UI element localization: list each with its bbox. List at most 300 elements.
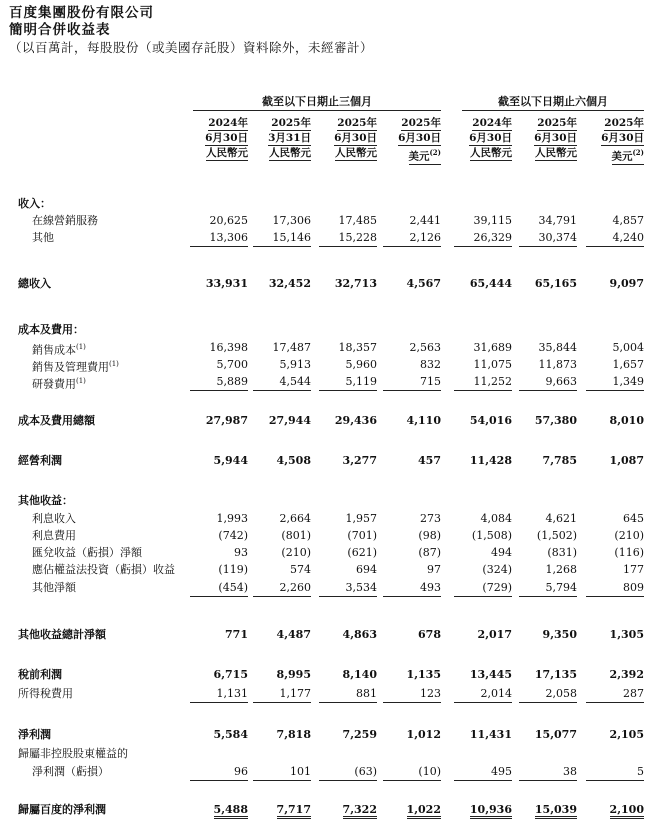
value-text: 5,794 [545, 581, 577, 594]
value-cell [507, 562, 577, 577]
value-text: 97 [427, 563, 441, 576]
subtotal-rule [586, 702, 644, 703]
value-text: 31,689 [473, 341, 512, 354]
value-text: 8,995 [276, 668, 311, 681]
value-cell [442, 802, 512, 819]
value-cell [178, 727, 248, 742]
statement-note: （以百萬計，每股股份（或美國存託股）資料除外，未經審計） [9, 40, 374, 55]
column-year-text: 2025年 [604, 117, 644, 129]
subtotal-rule [319, 780, 377, 781]
value-cell [178, 802, 248, 819]
table-row [0, 686, 665, 701]
value-text: 33,931 [205, 277, 248, 290]
table-row [0, 374, 665, 389]
value-text: 15,039 [535, 803, 577, 819]
row-label: 稅前利潤 [18, 668, 62, 681]
footnote-marker: (1) [76, 377, 86, 385]
value-text: 17,487 [272, 341, 311, 354]
row-label: 利息費用 [32, 529, 76, 542]
subtotal-rule [253, 702, 311, 703]
table-row [0, 213, 665, 228]
value-cell [307, 562, 377, 577]
value-cell [574, 213, 644, 228]
column-unit-text: 人民幣元 [335, 147, 377, 159]
value-cell [178, 528, 248, 543]
row-label: 在線營銷服務 [32, 214, 98, 227]
row-label: 成本及費用： [18, 323, 84, 336]
value-cell [371, 627, 441, 642]
row-label: 其他收益總計淨額 [18, 628, 106, 641]
column-date-text: 6月30日 [534, 132, 577, 144]
value-text: 2,126 [409, 231, 441, 244]
value-cell [178, 276, 248, 291]
value-text: 65,444 [469, 277, 512, 290]
value-cell [507, 764, 577, 779]
value-text: 1,305 [609, 628, 644, 641]
value-text: (742) [218, 529, 248, 542]
table-row [0, 727, 665, 742]
value-cell [371, 511, 441, 526]
column-unit [574, 146, 644, 165]
value-text: 809 [623, 581, 644, 594]
value-text: 17,485 [338, 214, 377, 227]
value-cell [371, 667, 441, 682]
value-cell [307, 453, 377, 468]
value-text: 495 [491, 765, 512, 778]
row-label: 匯兌收益（虧損）淨額 [32, 546, 142, 559]
value-cell [241, 511, 311, 526]
row-label: 成本及費用總額 [18, 414, 95, 427]
value-cell [574, 802, 644, 819]
value-text: (1,508) [471, 529, 512, 542]
column-header [442, 116, 512, 161]
value-text: (324) [482, 563, 512, 576]
row-label: 歸屬非控股股東權益的 [18, 747, 128, 760]
value-text: 494 [491, 546, 512, 559]
value-cell [241, 374, 311, 389]
column-date-text: 6月30日 [469, 132, 512, 144]
column-unit-text: 人民幣元 [269, 147, 311, 159]
value-text: 13,306 [209, 231, 248, 244]
subtotal-rule [383, 390, 441, 391]
table-row [0, 230, 665, 245]
value-text: 5 [637, 765, 644, 778]
value-text: 493 [420, 581, 441, 594]
subtotal-rule [454, 702, 512, 703]
value-text: 18,357 [338, 341, 377, 354]
column-unit [371, 146, 441, 165]
value-text: 8,140 [342, 668, 377, 681]
value-cell [507, 453, 577, 468]
row-label: 利息收入 [32, 512, 76, 525]
value-cell [307, 802, 377, 819]
value-text: 1,349 [612, 375, 644, 388]
value-text: 1,657 [612, 358, 644, 371]
table-row [0, 667, 665, 682]
value-cell [442, 580, 512, 595]
company-name: 百度集團股份有限公司 [9, 5, 154, 21]
value-text: 35,844 [538, 341, 577, 354]
value-text: 1,993 [216, 512, 248, 525]
column-unit [307, 146, 377, 161]
column-date [574, 131, 644, 146]
value-text: (801) [281, 529, 311, 542]
value-cell [241, 627, 311, 642]
column-date-text: 6月30日 [398, 132, 441, 144]
value-text: 34,791 [538, 214, 577, 227]
value-text: 7,717 [277, 803, 311, 819]
subtotal-rule [519, 780, 577, 781]
value-cell [307, 511, 377, 526]
column-header [574, 116, 644, 165]
value-text: 3,277 [342, 454, 377, 467]
value-cell [574, 562, 644, 577]
value-cell [574, 453, 644, 468]
subtotal-rule [190, 596, 248, 597]
value-cell [442, 528, 512, 543]
value-text: 17,306 [272, 214, 311, 227]
column-date-text: 6月30日 [334, 132, 377, 144]
value-cell [241, 276, 311, 291]
value-text: 771 [225, 628, 248, 641]
value-text: 9,350 [542, 628, 577, 641]
value-text: (729) [482, 581, 512, 594]
column-date [178, 131, 248, 146]
value-text: 4,240 [612, 231, 644, 244]
value-text: 4,508 [276, 454, 311, 467]
subtotal-rule [383, 596, 441, 597]
value-text: 694 [356, 563, 377, 576]
subtotal-rule [519, 596, 577, 597]
value-cell [371, 802, 441, 819]
value-cell [307, 528, 377, 543]
table-row [0, 340, 665, 355]
value-cell [442, 357, 512, 372]
subtotal-rule [519, 702, 577, 703]
value-text: 4,863 [342, 628, 377, 641]
value-text: (1,502) [536, 529, 577, 542]
value-cell [507, 230, 577, 245]
value-cell [178, 562, 248, 577]
value-cell [371, 580, 441, 595]
value-cell [442, 213, 512, 228]
subtotal-rule [454, 390, 512, 391]
value-text: 5,119 [345, 375, 377, 388]
row-label: 淨利潤 [18, 728, 51, 741]
row-label: 其他 [32, 231, 54, 244]
table-row [0, 545, 665, 560]
value-cell [574, 413, 644, 428]
value-cell [178, 340, 248, 355]
value-text: 1,022 [407, 803, 441, 819]
value-cell [574, 357, 644, 372]
value-text: 5,913 [279, 358, 311, 371]
value-text: 29,436 [334, 414, 377, 427]
value-text: 4,857 [612, 214, 644, 227]
value-cell [442, 627, 512, 642]
value-text: 5,889 [216, 375, 248, 388]
value-text: 2,100 [610, 803, 644, 819]
column-year [442, 116, 512, 131]
subtotal-rule [383, 702, 441, 703]
table-row [0, 511, 665, 526]
table-row [0, 746, 665, 761]
value-cell [241, 340, 311, 355]
value-text: 5,700 [216, 358, 248, 371]
column-unit-text: 人民幣元 [535, 147, 577, 159]
value-text: 32,713 [334, 277, 377, 290]
value-text: (701) [347, 529, 377, 542]
value-text: 7,785 [542, 454, 577, 467]
row-label: 歸屬百度的淨利潤 [18, 803, 106, 816]
value-cell [574, 764, 644, 779]
value-cell [241, 802, 311, 819]
column-unit [442, 146, 512, 161]
value-text: 7,322 [343, 803, 377, 819]
footnote-marker: (1) [109, 360, 119, 368]
subtotal-rule [454, 780, 512, 781]
column-year-text: 2025年 [537, 117, 577, 129]
column-date [241, 131, 311, 146]
footnote-marker: (2) [429, 148, 441, 157]
row-label: 應佔權益法投資（虧損）收益 [32, 563, 175, 576]
value-cell [307, 374, 377, 389]
value-text: 2,058 [545, 687, 577, 700]
value-text: 10,936 [470, 803, 512, 819]
value-cell [307, 580, 377, 595]
column-year-text: 2024年 [208, 117, 248, 129]
table-row [0, 453, 665, 468]
table-row [0, 627, 665, 642]
value-text: (210) [281, 546, 311, 559]
value-cell [178, 627, 248, 642]
value-cell [241, 528, 311, 543]
value-text: 4,621 [545, 512, 577, 525]
value-text: 11,431 [469, 728, 512, 741]
value-text: (831) [547, 546, 577, 559]
value-text: 101 [290, 765, 311, 778]
value-cell [371, 727, 441, 742]
value-text: 17,135 [534, 668, 577, 681]
value-cell [307, 276, 377, 291]
value-text: 2,392 [609, 668, 644, 681]
column-date [371, 131, 441, 146]
value-text: 8,010 [609, 414, 644, 427]
value-text: (116) [614, 546, 644, 559]
row-label: 研發費用$^{(1)}$ [32, 377, 86, 391]
subtotal-rule [586, 390, 644, 391]
column-year-text: 2025年 [271, 117, 311, 129]
value-cell [307, 627, 377, 642]
value-cell [507, 580, 577, 595]
column-unit-text: 人民幣元 [470, 147, 512, 159]
column-group-header: 截至以下日期止三個月 [193, 95, 441, 111]
row-label: 淨利潤（虧損） [32, 765, 109, 778]
footnote-marker: (1) [76, 343, 86, 351]
value-text: 11,075 [473, 358, 512, 371]
value-text: 123 [420, 687, 441, 700]
value-cell [442, 562, 512, 577]
column-header [371, 116, 441, 165]
value-cell [371, 453, 441, 468]
value-text: 1,268 [545, 563, 577, 576]
column-header [241, 116, 311, 161]
value-text: (621) [347, 546, 377, 559]
value-text: 27,944 [268, 414, 311, 427]
value-cell [574, 374, 644, 389]
value-cell [442, 511, 512, 526]
column-year-text: 2024年 [472, 117, 512, 129]
column-group-header: 截至以下日期止六個月 [462, 95, 644, 111]
value-text: 11,252 [473, 375, 512, 388]
value-text: 5,004 [612, 341, 644, 354]
value-text: 11,873 [538, 358, 577, 371]
value-text: 2,260 [279, 581, 311, 594]
value-cell [442, 764, 512, 779]
value-cell [371, 545, 441, 560]
value-text: 4,487 [276, 628, 311, 641]
column-year [574, 116, 644, 131]
value-cell [241, 562, 311, 577]
row-label: 銷售成本$^{(1)}$ [32, 343, 86, 357]
column-unit [507, 146, 577, 161]
value-cell [442, 230, 512, 245]
column-date [507, 131, 577, 146]
column-header [307, 116, 377, 161]
table-row [0, 562, 665, 577]
column-date-text: 6月30日 [601, 132, 644, 144]
value-cell [574, 686, 644, 701]
value-text: (119) [218, 563, 248, 576]
value-cell [178, 453, 248, 468]
value-cell [307, 686, 377, 701]
value-cell [442, 374, 512, 389]
value-text: 2,664 [279, 512, 311, 525]
value-text: 5,944 [213, 454, 248, 467]
subtotal-rule [190, 246, 248, 247]
value-cell [574, 545, 644, 560]
column-year [307, 116, 377, 131]
value-cell [307, 545, 377, 560]
value-text: 26,329 [473, 231, 512, 244]
value-cell [178, 764, 248, 779]
value-cell [507, 213, 577, 228]
value-cell [442, 413, 512, 428]
row-label: 總收入 [18, 277, 51, 290]
value-cell [241, 686, 311, 701]
value-text: 96 [234, 765, 248, 778]
value-text: 1,012 [406, 728, 441, 741]
value-text: 30,374 [538, 231, 577, 244]
value-text: 2,017 [477, 628, 512, 641]
value-text: 457 [418, 454, 441, 467]
value-text: 574 [290, 563, 311, 576]
subtotal-rule [190, 702, 248, 703]
value-cell [241, 580, 311, 595]
value-cell [371, 528, 441, 543]
value-cell [371, 357, 441, 372]
value-cell [178, 213, 248, 228]
subtotal-rule [190, 780, 248, 781]
value-cell [574, 580, 644, 595]
value-cell [307, 340, 377, 355]
value-text: 1,177 [279, 687, 311, 700]
table-row [0, 413, 665, 428]
table-row [0, 580, 665, 595]
subtotal-rule [454, 246, 512, 247]
table-row [0, 528, 665, 543]
subtotal-rule [319, 390, 377, 391]
column-unit-text: 美元$^{(2)}$ [408, 148, 441, 163]
value-cell [507, 667, 577, 682]
value-text: 4,084 [480, 512, 512, 525]
value-cell [241, 453, 311, 468]
value-text: 7,259 [342, 728, 377, 741]
value-cell [574, 340, 644, 355]
value-cell [507, 276, 577, 291]
subtotal-rule [253, 246, 311, 247]
value-cell [241, 764, 311, 779]
value-cell [507, 727, 577, 742]
value-text: 881 [356, 687, 377, 700]
column-unit-text: 美元$^{(2)}$ [611, 148, 644, 163]
value-text: 16,398 [209, 341, 248, 354]
table-row [0, 196, 665, 211]
column-year [178, 116, 248, 131]
value-cell [371, 374, 441, 389]
table-row [0, 764, 665, 779]
value-text: 1,087 [609, 454, 644, 467]
value-text: 7,818 [276, 728, 311, 741]
value-text: (63) [354, 765, 377, 778]
value-text: 38 [563, 765, 577, 778]
value-cell [442, 340, 512, 355]
value-cell [178, 511, 248, 526]
value-cell [507, 686, 577, 701]
value-text: 177 [623, 563, 644, 576]
value-cell [307, 213, 377, 228]
value-cell [178, 230, 248, 245]
column-unit [178, 146, 248, 161]
statement-title: 簡明合併收益表 [9, 22, 111, 38]
column-year-text: 2025年 [337, 117, 377, 129]
value-text: 4,567 [406, 277, 441, 290]
value-cell [507, 357, 577, 372]
value-text: 15,228 [338, 231, 377, 244]
column-header [178, 116, 248, 161]
value-text: 3,534 [345, 581, 377, 594]
value-cell [371, 340, 441, 355]
value-cell [307, 727, 377, 742]
value-cell [442, 545, 512, 560]
value-text: (454) [218, 581, 248, 594]
value-cell [507, 374, 577, 389]
subtotal-rule [319, 246, 377, 247]
value-cell [371, 686, 441, 701]
subtotal-rule [586, 596, 644, 597]
value-text: 9,663 [545, 375, 577, 388]
value-cell [241, 413, 311, 428]
value-cell [307, 413, 377, 428]
value-cell [507, 802, 577, 819]
row-label: 其他收益： [18, 494, 73, 507]
value-cell [574, 511, 644, 526]
subtotal-rule [253, 780, 311, 781]
value-cell [178, 413, 248, 428]
value-text: (210) [614, 529, 644, 542]
subtotal-rule [319, 702, 377, 703]
row-label: 經營利潤 [18, 454, 62, 467]
